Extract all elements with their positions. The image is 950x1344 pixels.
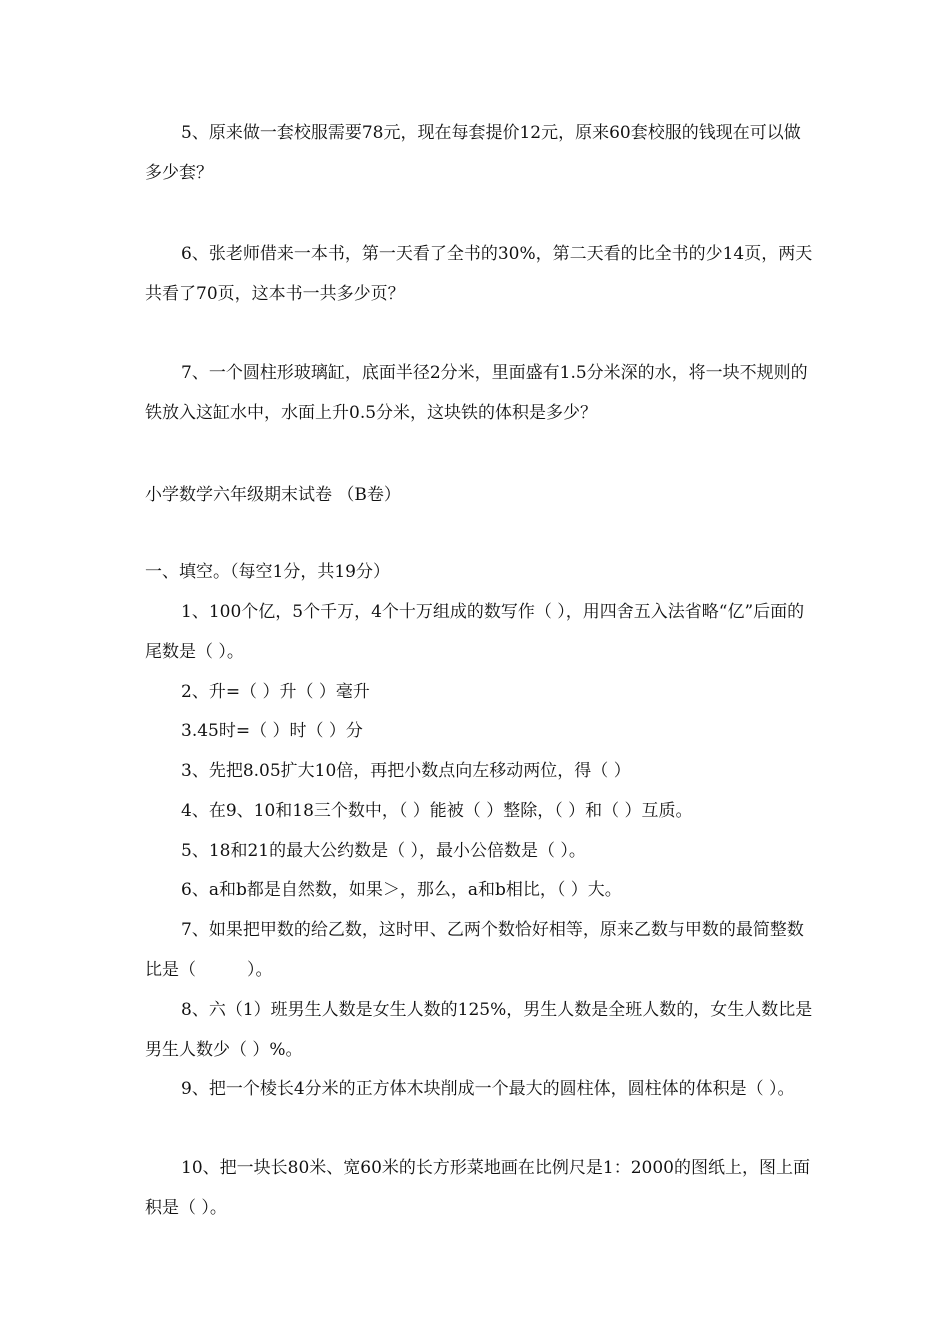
question-3: 3、先把8.05扩大10倍，再把小数点向左移动两位，得（ ）: [181, 761, 631, 781]
question-8: 8、六（1）班男生人数是女生人数的125%，男生人数是全班人数的，女生人数比是男生人数少（ ）%。: [145, 1000, 813, 1060]
exam-title: 小学数学六年级期末试卷 （B卷）: [145, 485, 401, 505]
question-1: 1、100个亿，5个千万，4个十万组成的数写作（ ），用四舍五入法省略“亿”后面的尾数是（ ）。: [145, 602, 805, 662]
question-2b: 3.45时=（ ）时（ ）分: [181, 721, 363, 741]
question-4: 4、在9、10和18三个数中，（ ）能被（ ）整除，（ ）和（ ）互质。: [181, 801, 693, 821]
question-6: 6、a和b都是自然数，如果＞，那么，a和b相比，（ ）大。: [181, 880, 622, 900]
question-5: 5、18和21的最大公约数是（ ），最小公倍数是（ ）。: [181, 841, 586, 861]
problem-7: 7、一个圆柱形玻璃缸，底面半径2分米，里面盛有1.5分米深的水，将一块不规则的铁放入这缸水中，水面上升0.5分米，这块铁的体积是多少？: [145, 363, 808, 423]
problem-6: 6、张老师借来一本书，第一天看了全书的30%，第二天看的比全书的少14页，两天共看了70页，这本书一共多少页？: [145, 244, 813, 304]
problem-5: 5、原来做一套校服需要78元，现在每套提价12元，原来60套校服的钱现在可以做多少套？: [145, 123, 801, 183]
question-9: 9、把一个棱长4分米的正方体木块削成一个最大的圆柱体，圆柱体的体积是（ ）。: [181, 1079, 795, 1099]
question-2a: 2、升=（ ）升（ ）毫升: [181, 682, 370, 702]
section-heading: 一、填空。（每空1分，共19分）: [145, 562, 390, 582]
question-7: 7、如果把甲数的给乙数，这时甲、乙两个数恰好相等，原来乙数与甲数的最简整数比是（ ）。: [145, 920, 804, 980]
question-10: 10、把一块长80米、宽60米的长方形菜地画在比例尺是1：2000的图纸上，图上面积是（ ）。: [145, 1158, 810, 1218]
